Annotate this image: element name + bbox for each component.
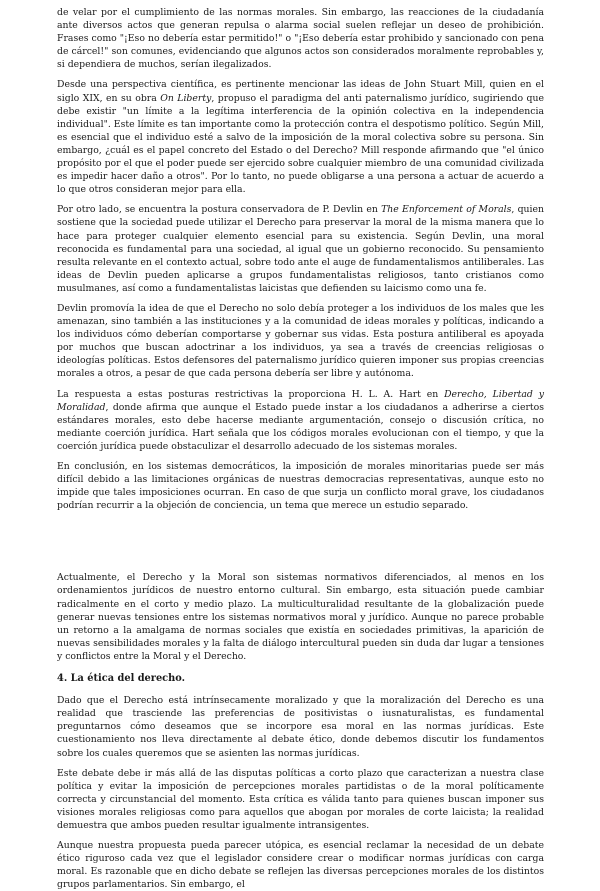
paragraph-text: Devlin promovía la idea de que el Derecho no solo debía proteger a los individuos de los males que les amenazan, sino también a las instituciones y a la comunidad de ideas morales y políticas, indicando a los individuos cómo deberían comportarse y gobernar sus vidas. Esta postura antiliberal es apoyada por muchos que buscan adoctrinar a los individuos, ya sea a través de creencias religiosas o ideologías políticas. Estos defensores del paternalismo jurídico quieren imponer sus propias creencias morales a otros, a pesar de que cada persona debería ser libre y autónoma. bbox=[57, 302, 544, 380]
paragraph-text: En conclusión, en los sistemas democráticos, la imposición de morales minoritarias puede ser más difícil debido a las limitaciones orgánicas de nuestras democracias representativas, aunque esto no impide que tales imposiciones ocurran. En caso de que surja un conflicto moral grave, los ciudadanos podrían recurrir a la objeción de conciencia, un tema que merece un estudio separado. bbox=[57, 461, 544, 512]
paragraph-text: Actualmente, el Derecho y la Moral son sistemas normativos diferenciados, al menos en los ordenamientos jurídicos de nuestro entorno cultural. Sin embargo, esta situación puede cambiar radicalmente en el corto y medio plazo. La multiculturalidad resultante de la globalización puede generar nuevas tensiones entre los sistemas normativos moral y jurídico. Aunque no parece probable un retorno a la amalgama de normas sociales que existía en sociedades primitivas, la aparición de nuevas sensibilidades morales y la falta de diálogo intercultural pueden sin duda dar lugar a tensiones y conflictos entre la Moral y el Derecho. bbox=[57, 572, 544, 662]
paragraph-text: Desde una perspectiva científica, es pertinente mencionar las ideas de John Stuart Mill, quien en el siglo XIX, en su obra bbox=[57, 79, 544, 104]
paragraph bbox=[57, 388, 544, 453]
section-heading: 4. La ética del derecho. bbox=[57, 673, 186, 685]
paragraph bbox=[57, 694, 544, 759]
paragraph bbox=[57, 6, 544, 71]
book-title: On Liberty bbox=[160, 92, 212, 104]
paragraph-text: La respuesta a estas posturas restrictivas la proporciona H. L. A. Hart en bbox=[57, 388, 445, 400]
paragraph-text: , quien sostiene que la sociedad puede utilizar el Derecho para preservar la moral de la misma manera que lo hace para proteger cualquier elemento esencial para su existencia. Según Devlin, una moral reconocida es fundamental para una sociedad, al igual que un gobierno reconocido. Su pensamiento resulta relevante en el contexto actual, sobre todo ante el auge de fundamentalismos antiliberales. Las ideas de Devlin pueden aplicarse a grupos fundamentalistas religiosos, tanto cristianos como musulmanes, así como a fundamentalistas laicistas que defienden su laicismo como una fe. bbox=[57, 204, 544, 294]
paragraph-text: de velar por el cumplimiento de las normas morales. Sin embargo, las reacciones de la ciudadanía ante diversos actos que generan repulsa o alarma social suelen reflejar un deseo de prohibición. Frases como "¡Eso no debería estar permitido!" o "¡Eso debería estar prohibido y sancionado con pena de cárcel!" son comunes, evidenciando que algunos actos son considerados moralmente reprobables y, si dependiera de muchos, serían ilegalizados. bbox=[57, 7, 544, 71]
paragraph bbox=[57, 302, 544, 381]
paragraph bbox=[57, 571, 544, 663]
paragraph-text: Aunque nuestra propuesta pueda parecer utópica, es esencial reclamar la necesidad de un debate ético riguroso cada vez que el legislador considere crear o modificar normas jurídicas con carga moral. Es razonable que en dicho debate se reflejen las diversas percepciones morales de los distintos grupos parlamentarios. Sin embargo, el bbox=[57, 840, 544, 891]
book-title: The Enforcement of Morals bbox=[381, 204, 512, 216]
book-title: Derecho, Libertad y Moralidad bbox=[57, 388, 544, 413]
paragraph-text: , donde afirma que aunque el Estado puede instar a los ciudadanos a adherirse a ciertos estándares morales, esto debe hacerse mediante argumentación, consejo o discusión crítica, no mediante coerción jurídica. Hart señala que los códigos morales evolucionan con el tiempo, y que la coerción jurídica puede obstaculizar el desarrollo adecuado de los sistemas morales. bbox=[57, 401, 544, 452]
paragraph bbox=[57, 839, 544, 891]
paragraph-text: , propuso el paradigma del anti paternalismo jurídico, sugiriendo que debe existir "un límite a la legítima interferencia de la opinión colectiva en la independencia individual". Este límite es tan importante como la protección contra el despotismo político. Según Mill, es esencial que el individuo esté a salvo de la imposición de la moral colectiva sobre su persona. Sin embargo, ¿cuál es el papel concreto del Estado o del Derecho? Mill responde afirmando que "el único propósito por el que el poder puede ser ejercido sobre cualquier miembro de una comunidad civilizada es impedir hacer daño a otros". Por lo tanto, no puede obligarse a una persona a actuar de acuerdo a lo que otros consideran mejor para ella. bbox=[57, 92, 544, 196]
paragraph bbox=[57, 203, 544, 295]
paragraph bbox=[57, 767, 544, 832]
paragraph-text: Dado que el Derecho está intrínsecamente moralizado y que la moralización del Derecho es una realidad que trasciende las preferencias de positivistas o iusnaturalistas, es fundamental preguntarnos cómo deseamos que se incorpore esa moral en las normas jurídicas. Este cuestionamiento nos lleva directamente al debate ético, donde debemos discutir los fundamentos sobre los cuales queremos que se asienten las normas jurídicas. bbox=[57, 695, 544, 759]
paragraph bbox=[57, 460, 544, 512]
blank-space bbox=[57, 519, 544, 571]
paragraph bbox=[57, 78, 544, 196]
paragraph-text: Por otro lado, se encuentra la postura conservadora de P. Devlin en bbox=[57, 204, 382, 216]
paragraph-text: Este debate debe ir más allá de las disputas políticas a corto plazo que caracterizan a nuestra clase política y evitar la imposición de percepciones morales partidistas o de la moral políticamente correcta y circunstancial del momento. Esta crítica es válida tanto para quienes buscan imponer sus visiones morales religiosas como para aquellos que abogan por morales de corte laicista; la realidad demuestra que ambos pueden resultar igualmente intransigentes. bbox=[57, 767, 544, 831]
